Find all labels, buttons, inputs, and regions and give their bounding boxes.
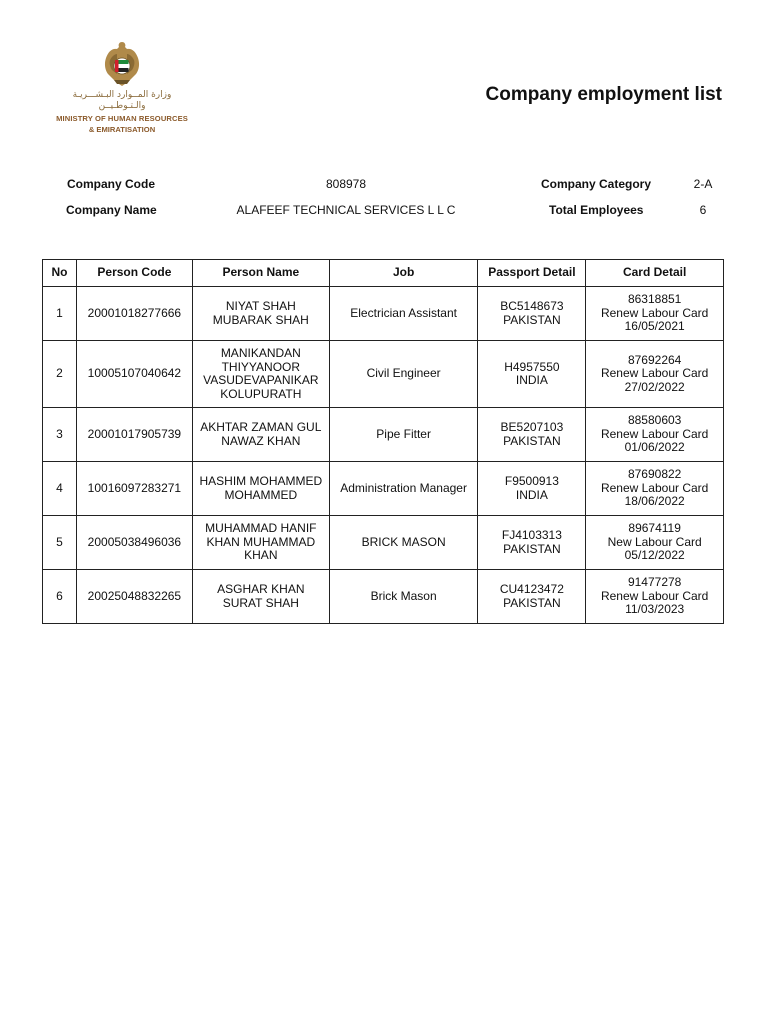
ministry-name-english: MINISTRY OF HUMAN RESOURCES: [56, 114, 188, 123]
row-no: 6: [43, 570, 77, 624]
person-code: 20025048832265: [76, 570, 192, 624]
company-code-value: 808978: [325, 177, 367, 191]
table-row: [43, 516, 724, 570]
row-no: 1: [43, 287, 77, 341]
row-no: 4: [43, 462, 77, 516]
header-person-code: Person Code: [76, 260, 192, 287]
header-no: No: [43, 260, 77, 287]
person-code: 20001017905739: [76, 408, 192, 462]
header-card-detail: Card Detail: [586, 260, 724, 287]
table-row: [43, 408, 724, 462]
header-passport-detail: Passport Detail: [478, 260, 586, 287]
passport-detail: BE5207103 PAKISTAN: [478, 408, 586, 462]
company-name-value: ALAFEEF TECHNICAL SERVICES L L C: [236, 203, 456, 217]
person-name: MANIKANDAN THIYYANOOR VASUDEVAPANIKAR KOLUPURATH: [192, 341, 329, 408]
passport-detail: BC5148673 PAKISTAN: [478, 287, 586, 341]
card-detail: 87690822 Renew Labour Card 18/06/2022: [586, 462, 724, 516]
page-title: Company employment list: [485, 84, 722, 105]
row-no: 3: [43, 408, 77, 462]
table-header-row: [43, 260, 724, 287]
job: Electrician Assistant: [329, 287, 478, 341]
table-row: [43, 462, 724, 516]
employee-table: [42, 259, 724, 624]
header-person-name: Person Name: [192, 260, 329, 287]
total-employees-value: 6: [699, 203, 707, 217]
person-name: ASGHAR KHAN SURAT SHAH: [192, 570, 329, 624]
card-detail: 89674119 New Labour Card 05/12/2022: [586, 516, 724, 570]
table-row: [43, 287, 724, 341]
job: Administration Manager: [329, 462, 478, 516]
ministry-logo: [52, 40, 192, 140]
uae-falcon-emblem-icon: [100, 40, 144, 88]
person-code: 20005038496036: [76, 516, 192, 570]
table-row: [43, 341, 724, 408]
person-name: NIYAT SHAH MUBARAK SHAH: [192, 287, 329, 341]
company-code-label: Company Code: [67, 177, 156, 191]
person-name: AKHTAR ZAMAN GUL NAWAZ KHAN: [192, 408, 329, 462]
card-detail: 86318851 Renew Labour Card 16/05/2021: [586, 287, 724, 341]
passport-detail: FJ4103313 PAKISTAN: [478, 516, 586, 570]
company-category-label: Company Category: [541, 177, 652, 191]
job: Pipe Fitter: [329, 408, 478, 462]
job: Brick Mason: [329, 570, 478, 624]
row-no: 5: [43, 516, 77, 570]
passport-detail: H4957550 INDIA: [478, 341, 586, 408]
person-name: HASHIM MOHAMMED MOHAMMED: [192, 462, 329, 516]
person-code: 20001018277666: [76, 287, 192, 341]
job: Civil Engineer: [329, 341, 478, 408]
passport-detail: F9500913 INDIA: [478, 462, 586, 516]
card-detail: 88580603 Renew Labour Card 01/06/2022: [586, 408, 724, 462]
card-detail: 87692264 Renew Labour Card 27/02/2022: [586, 341, 724, 408]
ministry-name-english-line2: & EMIRATISATION: [88, 125, 156, 134]
row-no: 2: [43, 341, 77, 408]
table-row: [43, 570, 724, 624]
company-name-label: Company Name: [66, 203, 157, 217]
person-code: 10005107040642: [76, 341, 192, 408]
header-job: Job: [329, 260, 478, 287]
job: BRICK MASON: [329, 516, 478, 570]
total-employees-label: Total Employees: [549, 203, 644, 217]
person-code: 10016097283271: [76, 462, 192, 516]
company-category-value: 2-A: [693, 177, 713, 191]
card-detail: 91477278 Renew Labour Card 11/03/2023: [586, 570, 724, 624]
passport-detail: CU4123472 PAKISTAN: [478, 570, 586, 624]
person-name: MUHAMMAD HANIF KHAN MUHAMMAD KHAN: [192, 516, 329, 570]
ministry-name-arabic: وزارة المــوارد البـشـــريـة والـتـوطـيــن: [72, 90, 172, 111]
